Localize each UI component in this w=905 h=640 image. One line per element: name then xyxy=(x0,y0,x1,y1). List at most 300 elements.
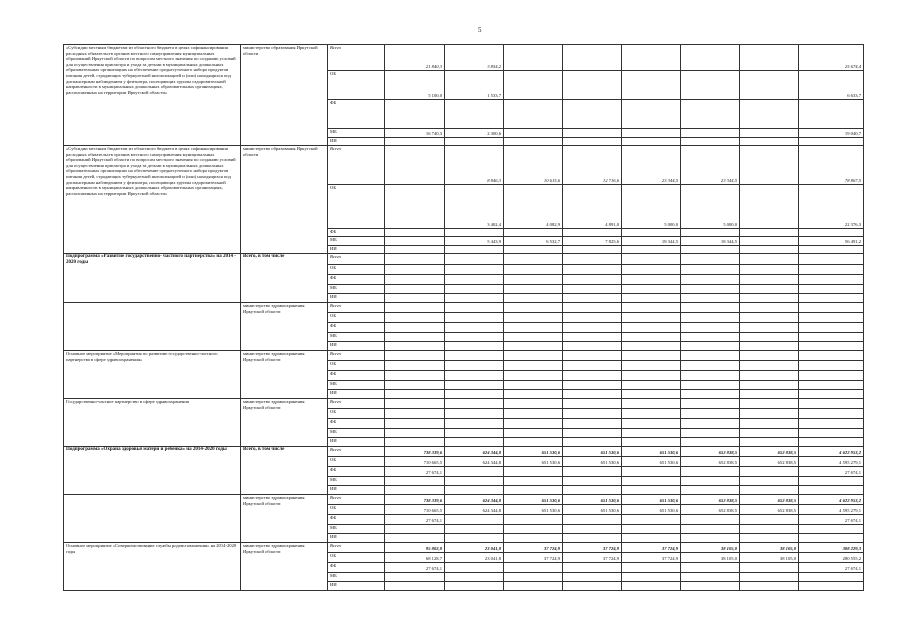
value-cell xyxy=(622,419,681,429)
value-cell xyxy=(445,138,504,146)
executor-cell: министерство здравоохранения Иркутской области xyxy=(241,543,328,591)
value-cell xyxy=(681,138,740,146)
value-cell: 27 674,1 xyxy=(799,515,864,525)
value-cell xyxy=(681,285,740,294)
funding-source-cell: Всего xyxy=(328,351,385,361)
value-cell xyxy=(681,563,740,573)
value-cell xyxy=(740,285,799,294)
value-cell xyxy=(740,525,799,534)
value-cell xyxy=(740,146,799,185)
value-cell xyxy=(740,71,799,100)
value-cell: 738 339,6 xyxy=(385,495,445,505)
value-cell xyxy=(445,399,504,409)
executor-cell: министерство здравоохранения Иркутской области xyxy=(241,399,328,447)
funding-source-cell: Всего xyxy=(328,45,385,71)
value-cell: 12 716,6 xyxy=(563,146,622,185)
value-cell xyxy=(563,138,622,146)
value-cell xyxy=(504,229,563,237)
value-cell xyxy=(385,185,445,229)
value-cell xyxy=(445,333,504,342)
value-cell xyxy=(740,534,799,543)
value-cell xyxy=(681,515,740,525)
value-cell xyxy=(563,313,622,323)
value-cell xyxy=(799,582,864,591)
value-cell: 652 838,5 xyxy=(740,457,799,467)
program-name-cell: Основное мероприятие «Совершенствование службы родовспоможения» на 2014-2020 годы xyxy=(64,543,241,591)
value-cell: 78 867,5 xyxy=(799,146,864,185)
value-cell: 27 674,1 xyxy=(385,467,445,477)
value-cell xyxy=(740,254,799,265)
value-cell xyxy=(799,275,864,285)
value-cell xyxy=(563,45,622,71)
value-cell xyxy=(563,229,622,237)
value-cell xyxy=(445,303,504,313)
value-cell xyxy=(799,294,864,303)
value-cell: 651 530,6 xyxy=(504,505,563,515)
value-cell xyxy=(563,429,622,438)
value-cell xyxy=(504,361,563,371)
value-cell xyxy=(799,351,864,361)
value-cell xyxy=(622,399,681,409)
value-cell xyxy=(504,390,563,399)
funding-source-cell: ФБ xyxy=(328,563,385,573)
value-cell: 19 040,7 xyxy=(799,129,864,138)
value-cell: 10 615,6 xyxy=(504,146,563,185)
value-cell xyxy=(385,477,445,486)
value-cell xyxy=(622,246,681,254)
funding-source-cell: МБ xyxy=(328,573,385,582)
value-cell xyxy=(385,146,445,185)
value-cell xyxy=(504,371,563,381)
value-cell xyxy=(445,265,504,275)
value-cell xyxy=(681,399,740,409)
value-cell xyxy=(504,129,563,138)
value-cell xyxy=(504,573,563,582)
value-cell xyxy=(504,563,563,573)
value-cell xyxy=(740,265,799,275)
value-cell xyxy=(563,525,622,534)
value-cell xyxy=(740,237,799,246)
value-cell xyxy=(681,129,740,138)
table-row xyxy=(64,495,864,505)
funding-source-cell: ИИ xyxy=(328,582,385,591)
value-cell: 624 344,8 xyxy=(445,505,504,515)
value-cell xyxy=(504,409,563,419)
value-cell xyxy=(622,323,681,333)
value-cell xyxy=(563,303,622,313)
value-cell xyxy=(445,467,504,477)
value-cell xyxy=(445,563,504,573)
value-cell xyxy=(799,361,864,371)
value-cell: 68 128,7 xyxy=(385,553,445,563)
value-cell xyxy=(504,342,563,351)
value-cell xyxy=(445,371,504,381)
value-cell xyxy=(740,429,799,438)
funding-source-cell: ОБ xyxy=(328,409,385,419)
value-cell xyxy=(681,477,740,486)
value-cell xyxy=(622,573,681,582)
page-number: 5 xyxy=(478,26,482,34)
value-cell xyxy=(445,438,504,447)
value-cell xyxy=(563,486,622,495)
funding-source-cell: Всего xyxy=(328,303,385,313)
value-cell xyxy=(504,275,563,285)
value-cell xyxy=(504,351,563,361)
value-cell xyxy=(799,371,864,381)
value-cell xyxy=(622,515,681,525)
value-cell xyxy=(622,342,681,351)
program-name-cell: «Субсидии местным бюджетам из областного бюджета в целях софинансирования расходных обязательств органов местного самоуправления муниципальных образований Иркутской области по вопросам местного значения по созданию условий для осуществления присмотра и ухода за детьми в муниципальных дошкольных образовательных организациях на обеспечение среднесуточного набора продуктов питания детей, страдающих туберкулезной интоксикацией и (или) находящихся под диспансерным наблюдением у фтизиатра, посещающих группы оздоровительной направленности в муниципальных дошкольных образовательных организациях, расположенных на территории Иркутской области» xyxy=(64,146,241,254)
value-cell xyxy=(622,254,681,265)
value-cell: 27 674,1 xyxy=(385,515,445,525)
executor-cell: министерство здравоохранения Иркутской области xyxy=(241,303,328,351)
value-cell xyxy=(563,275,622,285)
value-cell xyxy=(563,409,622,419)
value-cell: 6 532,7 xyxy=(504,237,563,246)
value-cell xyxy=(385,265,445,275)
value-cell xyxy=(681,313,740,323)
value-cell xyxy=(563,342,622,351)
executor-cell: министерство образования Иркутской области xyxy=(241,146,328,254)
value-cell xyxy=(799,265,864,275)
funding-source-cell: ФБ xyxy=(328,275,385,285)
value-cell xyxy=(740,246,799,254)
value-cell xyxy=(799,525,864,534)
value-cell: 651 530,6 xyxy=(504,457,563,467)
value-cell xyxy=(563,323,622,333)
value-cell xyxy=(385,429,445,438)
value-cell xyxy=(385,381,445,390)
value-cell xyxy=(385,342,445,351)
value-cell xyxy=(740,582,799,591)
value-cell xyxy=(622,71,681,100)
value-cell: 38 105,0 xyxy=(740,543,799,553)
value-cell xyxy=(445,381,504,390)
funding-source-cell: ОБ xyxy=(328,361,385,371)
value-cell xyxy=(504,467,563,477)
value-cell: 18 344,5 xyxy=(681,237,740,246)
value-cell: 38 105,0 xyxy=(681,543,740,553)
funding-source-cell: ФБ xyxy=(328,419,385,429)
value-cell xyxy=(622,100,681,129)
value-cell: 652 838,5 xyxy=(681,505,740,515)
value-cell: 37 724,9 xyxy=(504,553,563,563)
value-cell xyxy=(681,254,740,265)
value-cell: 651 530,6 xyxy=(563,457,622,467)
value-cell: 95 802,8 xyxy=(385,543,445,553)
value-cell xyxy=(740,129,799,138)
value-cell xyxy=(622,333,681,342)
value-cell xyxy=(622,438,681,447)
value-cell xyxy=(504,246,563,254)
value-cell xyxy=(445,525,504,534)
value-cell xyxy=(799,419,864,429)
value-cell xyxy=(445,534,504,543)
value-cell xyxy=(622,275,681,285)
value-cell: 37 724,9 xyxy=(563,543,622,553)
value-cell xyxy=(799,381,864,390)
value-cell: 651 530,6 xyxy=(622,495,681,505)
funding-source-cell: ОБ xyxy=(328,71,385,100)
value-cell xyxy=(740,371,799,381)
funding-source-cell: МБ xyxy=(328,237,385,246)
value-cell xyxy=(622,285,681,294)
value-cell xyxy=(504,486,563,495)
value-cell xyxy=(385,582,445,591)
executor-cell: Всего, в том числе xyxy=(241,447,328,495)
table-row xyxy=(64,146,864,185)
value-cell xyxy=(385,390,445,399)
value-cell xyxy=(681,361,740,371)
value-cell xyxy=(799,285,864,294)
value-cell: 8 846,3 xyxy=(445,146,504,185)
value-cell xyxy=(445,342,504,351)
value-cell xyxy=(504,419,563,429)
value-cell: 27 674,1 xyxy=(385,563,445,573)
value-cell xyxy=(445,323,504,333)
value-cell xyxy=(504,138,563,146)
value-cell xyxy=(563,419,622,429)
funding-source-cell: ОБ xyxy=(328,265,385,275)
value-cell: 652 838,5 xyxy=(681,447,740,457)
value-cell xyxy=(622,265,681,275)
value-cell xyxy=(740,275,799,285)
funding-source-cell: ФБ xyxy=(328,515,385,525)
executor-cell: министерство здравоохранения Иркутской области xyxy=(241,351,328,399)
value-cell xyxy=(622,361,681,371)
value-cell: 25 674,4 xyxy=(799,45,864,71)
value-cell xyxy=(385,486,445,495)
value-cell xyxy=(563,390,622,399)
value-cell xyxy=(681,390,740,399)
value-cell xyxy=(385,534,445,543)
table-row xyxy=(64,254,864,265)
value-cell xyxy=(563,351,622,361)
value-cell xyxy=(622,534,681,543)
value-cell xyxy=(504,429,563,438)
value-cell: 651 530,6 xyxy=(563,447,622,457)
value-cell xyxy=(563,333,622,342)
value-cell xyxy=(563,246,622,254)
value-cell: 37 724,9 xyxy=(504,543,563,553)
value-cell xyxy=(681,71,740,100)
value-cell xyxy=(385,100,445,129)
value-cell xyxy=(799,246,864,254)
value-cell xyxy=(622,381,681,390)
value-cell xyxy=(622,563,681,573)
funding-source-cell: ИИ xyxy=(328,438,385,447)
value-cell xyxy=(740,477,799,486)
value-cell: 624 344,8 xyxy=(445,457,504,467)
value-cell xyxy=(445,409,504,419)
funding-source-cell: Всего xyxy=(328,447,385,457)
value-cell xyxy=(681,342,740,351)
value-cell xyxy=(445,351,504,361)
executor-cell: министерство здравоохранения Иркутской области xyxy=(241,495,328,543)
value-cell xyxy=(385,303,445,313)
value-cell xyxy=(504,45,563,71)
value-cell xyxy=(563,129,622,138)
value-cell xyxy=(681,381,740,390)
value-cell xyxy=(445,294,504,303)
value-cell xyxy=(504,285,563,294)
funding-source-cell: ИИ xyxy=(328,486,385,495)
value-cell xyxy=(385,419,445,429)
value-cell xyxy=(385,438,445,447)
value-cell xyxy=(681,371,740,381)
value-cell xyxy=(622,303,681,313)
value-cell: 22 376,3 xyxy=(799,185,864,229)
value-cell xyxy=(740,486,799,495)
value-cell xyxy=(385,399,445,409)
value-cell xyxy=(563,399,622,409)
funding-source-cell: МБ xyxy=(328,129,385,138)
value-cell: 652 838,5 xyxy=(740,447,799,457)
value-cell xyxy=(563,582,622,591)
value-cell xyxy=(563,467,622,477)
value-cell: 280 555,2 xyxy=(799,553,864,563)
value-cell xyxy=(563,371,622,381)
value-cell xyxy=(622,129,681,138)
value-cell xyxy=(799,438,864,447)
value-cell xyxy=(622,409,681,419)
funding-source-cell: ИИ xyxy=(328,534,385,543)
value-cell xyxy=(799,323,864,333)
value-cell xyxy=(681,229,740,237)
value-cell xyxy=(563,361,622,371)
value-cell xyxy=(622,390,681,399)
value-cell xyxy=(799,390,864,399)
value-cell xyxy=(445,361,504,371)
value-cell xyxy=(385,409,445,419)
value-cell xyxy=(563,285,622,294)
value-cell xyxy=(504,303,563,313)
value-cell: 624 344,8 xyxy=(445,495,504,505)
value-cell: 6 633,7 xyxy=(799,71,864,100)
value-cell xyxy=(504,323,563,333)
value-cell xyxy=(504,381,563,390)
value-cell: 4 595 279,1 xyxy=(799,505,864,515)
funding-source-cell: ФБ xyxy=(328,467,385,477)
value-cell xyxy=(681,573,740,582)
value-cell xyxy=(799,303,864,313)
value-cell xyxy=(681,409,740,419)
value-cell xyxy=(563,71,622,100)
value-cell: 38 105,0 xyxy=(681,553,740,563)
value-cell xyxy=(622,294,681,303)
value-cell xyxy=(445,477,504,486)
value-cell xyxy=(622,313,681,323)
value-cell: 16 740,3 xyxy=(385,129,445,138)
value-cell: 27 674,1 xyxy=(799,467,864,477)
table-row xyxy=(64,351,864,361)
value-cell: 652 838,5 xyxy=(740,495,799,505)
value-cell: 651 530,6 xyxy=(622,505,681,515)
value-cell: 37 724,9 xyxy=(622,543,681,553)
value-cell: 37 724,9 xyxy=(622,553,681,563)
value-cell xyxy=(622,477,681,486)
value-cell xyxy=(445,275,504,285)
value-cell xyxy=(504,582,563,591)
value-cell xyxy=(681,275,740,285)
table-row xyxy=(64,543,864,553)
value-cell xyxy=(681,467,740,477)
value-cell xyxy=(385,525,445,534)
funding-source-cell: ОБ xyxy=(328,313,385,323)
value-cell xyxy=(681,429,740,438)
value-cell xyxy=(385,254,445,265)
value-cell xyxy=(740,100,799,129)
value-cell: 5 100,0 xyxy=(385,71,445,100)
value-cell: 56 491,2 xyxy=(799,237,864,246)
value-cell xyxy=(504,477,563,486)
value-cell xyxy=(740,399,799,409)
value-cell xyxy=(385,246,445,254)
value-cell xyxy=(445,419,504,429)
value-cell: 5 443,9 xyxy=(445,237,504,246)
value-cell xyxy=(445,229,504,237)
value-cell xyxy=(799,399,864,409)
value-cell: 5 000,0 xyxy=(622,185,681,229)
value-cell xyxy=(740,419,799,429)
funding-source-cell: ИИ xyxy=(328,246,385,254)
value-cell xyxy=(740,323,799,333)
funding-source-cell: ОБ xyxy=(328,553,385,563)
value-cell xyxy=(563,254,622,265)
value-cell xyxy=(385,351,445,361)
value-cell xyxy=(504,313,563,323)
value-cell xyxy=(740,361,799,371)
value-cell xyxy=(445,285,504,294)
value-cell xyxy=(799,333,864,342)
value-cell xyxy=(445,313,504,323)
value-cell: 308 229,3 xyxy=(799,543,864,553)
value-cell xyxy=(799,100,864,129)
funding-source-cell: Всего xyxy=(328,495,385,505)
value-cell xyxy=(740,390,799,399)
value-cell xyxy=(799,254,864,265)
value-cell xyxy=(740,573,799,582)
value-cell xyxy=(445,254,504,265)
program-name-cell: Подпрограмма «Развитие государственно- частного партнерства» на 2014 - 2020 годы xyxy=(64,254,241,303)
value-cell: 4 891,0 xyxy=(563,185,622,229)
value-cell xyxy=(622,467,681,477)
funding-source-cell: МБ xyxy=(328,285,385,294)
value-cell: 4 082,9 xyxy=(504,185,563,229)
value-cell xyxy=(681,582,740,591)
value-cell: 3 854,2 xyxy=(445,45,504,71)
funding-source-cell: ОБ xyxy=(328,185,385,229)
funding-source-cell: ОБ xyxy=(328,457,385,467)
value-cell: 624 344,8 xyxy=(445,447,504,457)
value-cell xyxy=(681,438,740,447)
value-cell xyxy=(740,45,799,71)
value-cell: 38 105,0 xyxy=(740,553,799,563)
value-cell xyxy=(445,390,504,399)
value-cell: 652 838,5 xyxy=(740,505,799,515)
value-cell xyxy=(799,477,864,486)
value-cell: 5 000,0 xyxy=(681,185,740,229)
value-cell xyxy=(681,45,740,71)
value-cell xyxy=(622,229,681,237)
value-cell xyxy=(504,71,563,100)
value-cell: 652 838,5 xyxy=(681,495,740,505)
value-cell xyxy=(799,486,864,495)
value-cell xyxy=(740,294,799,303)
value-cell xyxy=(740,438,799,447)
funding-source-cell: МБ xyxy=(328,477,385,486)
value-cell xyxy=(622,45,681,71)
